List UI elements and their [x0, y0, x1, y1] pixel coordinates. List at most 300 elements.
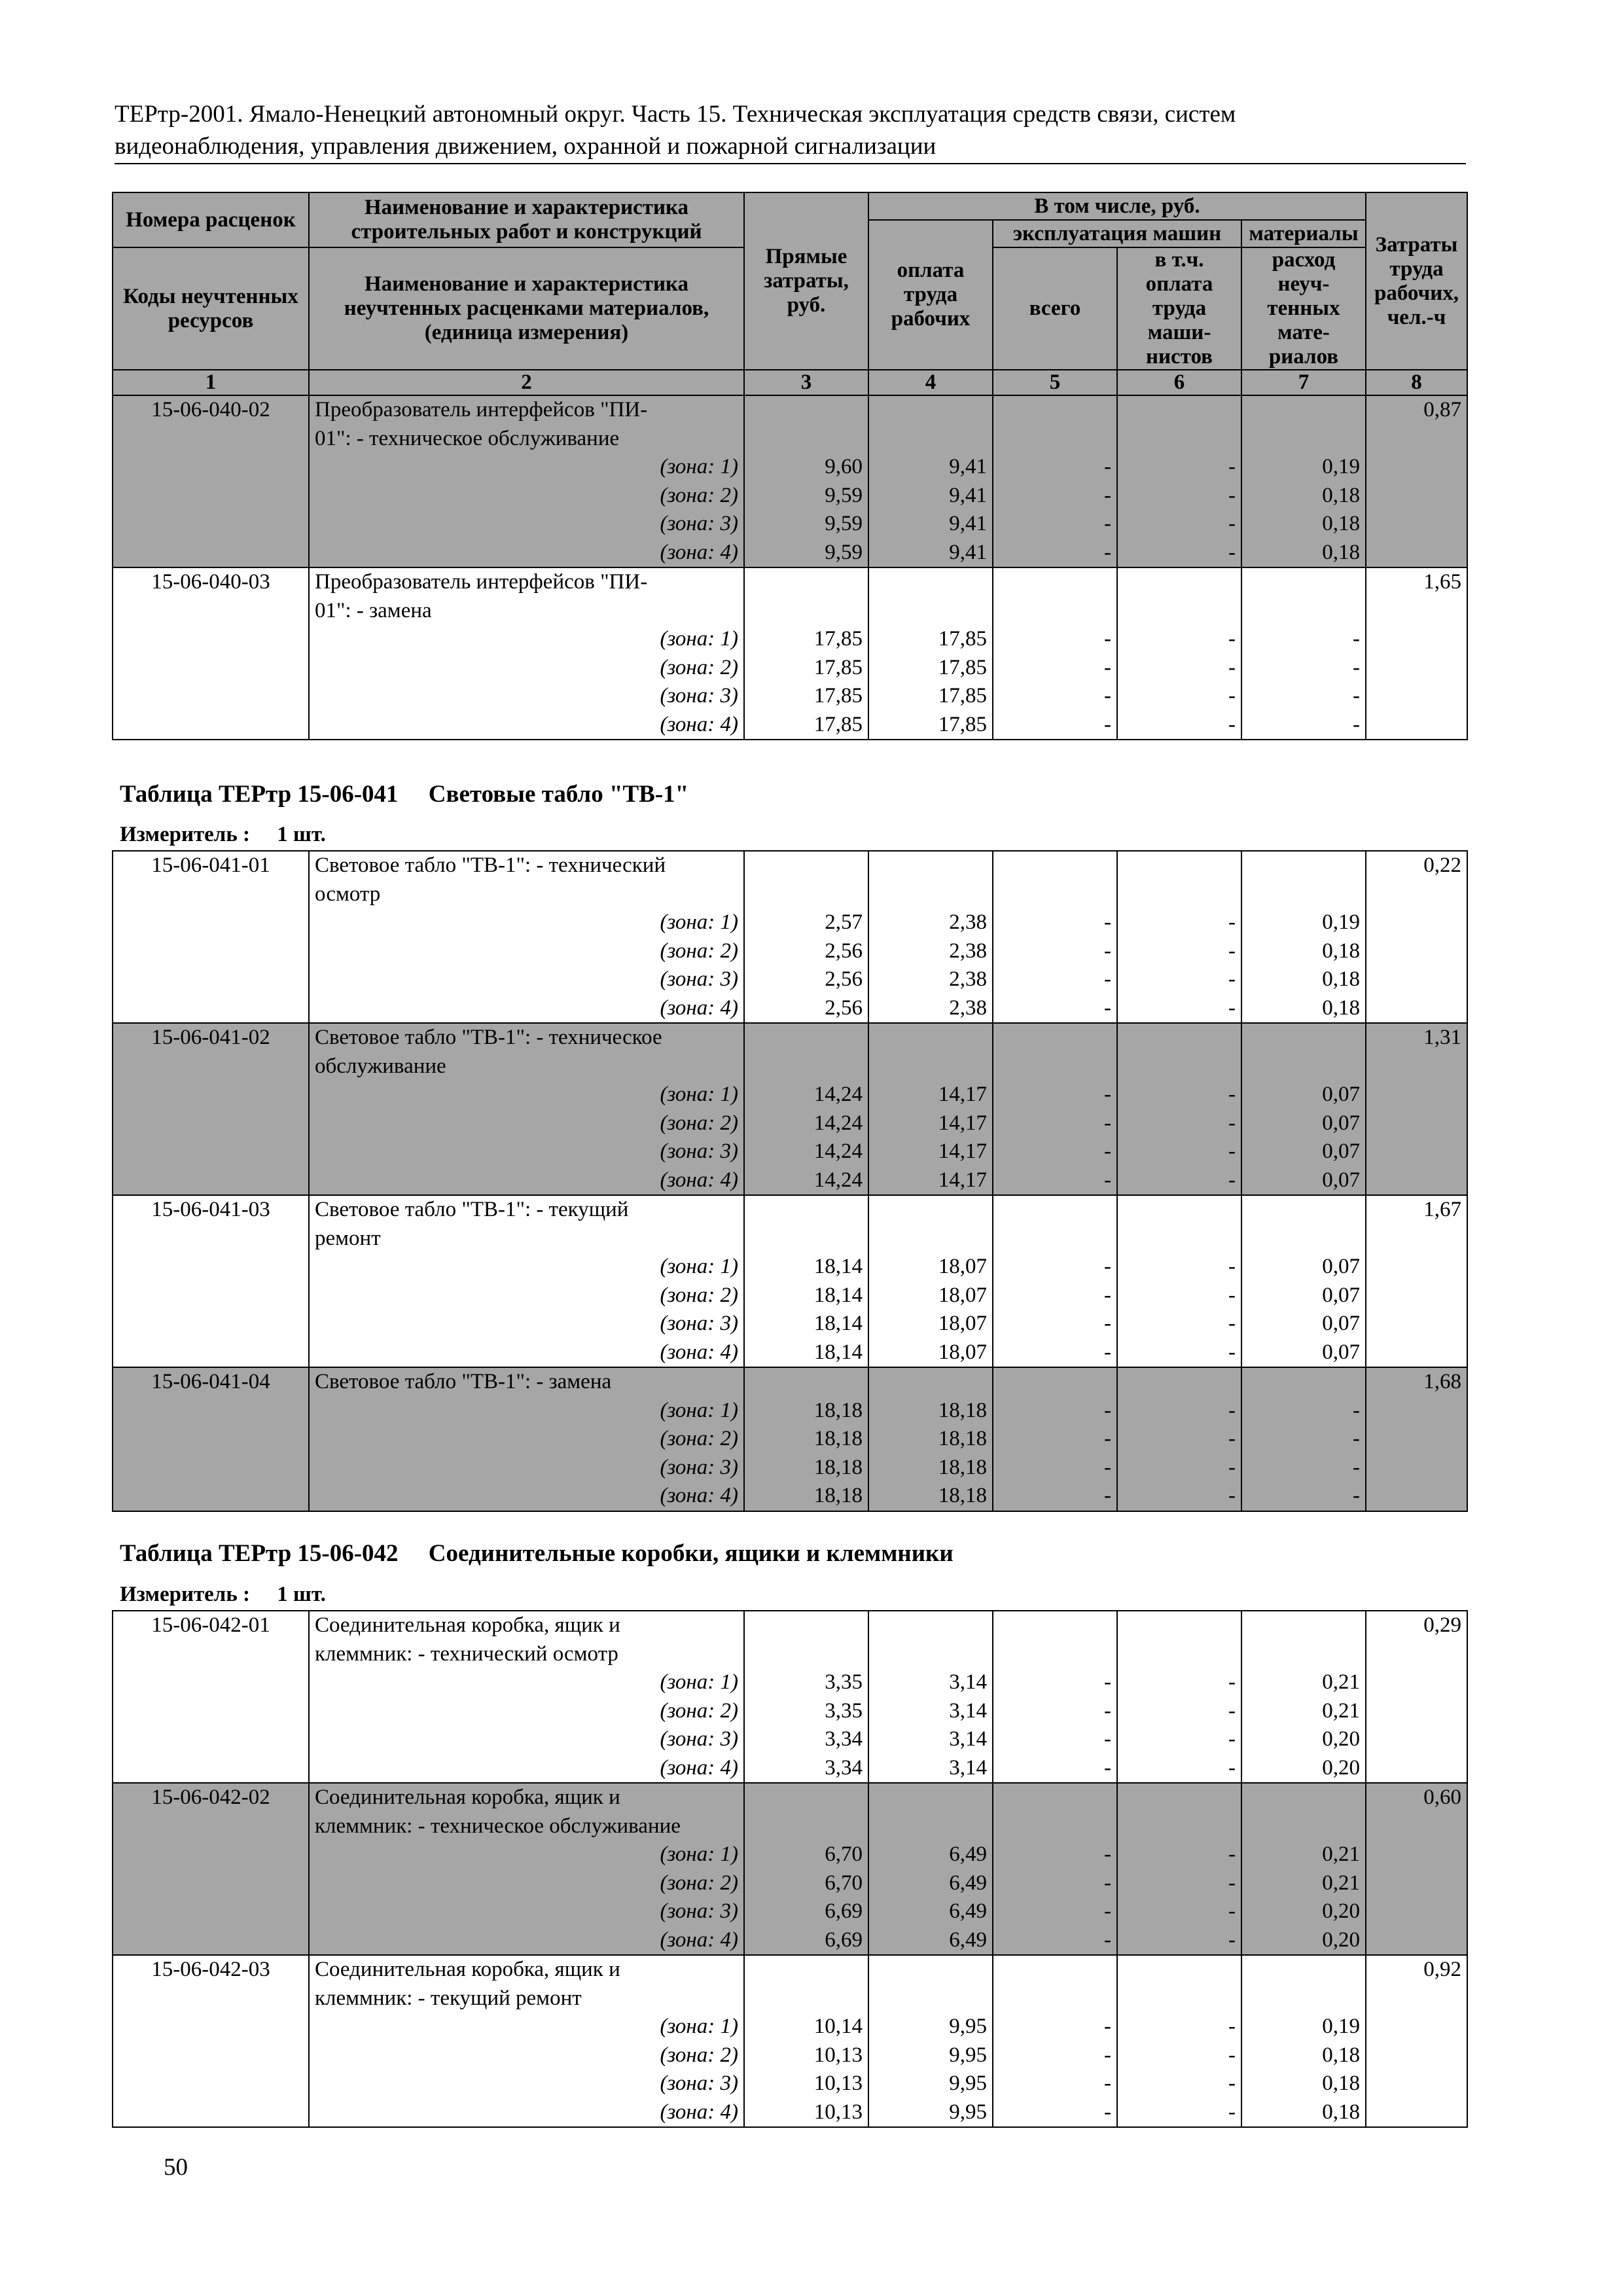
worker-wage-value: 3,14: [949, 1698, 987, 1723]
caption-id: Таблица ТЕРтр 15-06-042: [120, 1540, 399, 1567]
material-usage-value: 0,07: [1322, 1168, 1360, 1192]
col-material-name: Наименование и характеристика неучтенных расценками материалов, (единица измерения): [309, 247, 744, 370]
machinist-wage-value: -: [1228, 1928, 1236, 1952]
rate-code-text: 15-06-042-02: [151, 1785, 270, 1809]
rate-code: [113, 851, 309, 1023]
direct-cost-value: 14,24: [813, 1111, 863, 1135]
table-row: [113, 1023, 1467, 1195]
direct-cost-value: 3,34: [825, 1755, 863, 1780]
table-row: [113, 851, 1467, 1023]
machines-total-value: -: [1104, 910, 1111, 934]
machines-total-value: -: [1104, 2043, 1111, 2067]
worker-wage-value: 14,17: [938, 1168, 987, 1192]
machines-total-value: -: [1104, 684, 1111, 708]
machines-total-value: -: [1104, 2072, 1111, 2095]
worker-wage-value: 18,07: [938, 1283, 987, 1307]
worker-wage: [868, 1611, 993, 1783]
material-usage-value: 0,07: [1322, 1340, 1360, 1364]
col-number-7: 7: [1241, 370, 1366, 395]
machinist-wage-value: -: [1228, 1255, 1236, 1278]
machinist-wage-value: -: [1228, 910, 1236, 934]
zone-label: (зона: 2): [660, 1871, 738, 1895]
worker-wage-value: 6,49: [949, 1899, 987, 1923]
material-usage-value: 0,18: [1322, 2072, 1360, 2095]
worker-wage-value: 2,38: [949, 967, 987, 991]
material-usage-value: 0,07: [1322, 1083, 1360, 1106]
machinist-wage-value: -: [1228, 1111, 1236, 1135]
machinist-wage-value: -: [1228, 1312, 1236, 1335]
machinist-wage-value: -: [1228, 967, 1236, 991]
direct-cost-value: 10,13: [813, 2100, 863, 2124]
material-usage-value: -: [1353, 655, 1360, 679]
direct-cost-value: 6,70: [825, 1842, 863, 1866]
machinist-wage-value: -: [1228, 2043, 1236, 2067]
worker-wage: [868, 1195, 993, 1367]
zone-label: (зона: 3): [660, 1899, 738, 1923]
machines-total-value: -: [1104, 1255, 1111, 1278]
zone-label: (зона: 4): [660, 1168, 738, 1192]
rate-code: [113, 1611, 309, 1783]
header-line-2: видеонаблюдения, управления движением, охранной и пожарной сигнализации: [115, 133, 936, 160]
rates-table-041: [112, 850, 1468, 1512]
col-labor-cost: Затраты труда рабочих, чел.-ч: [1366, 192, 1467, 370]
machines-total: [993, 567, 1117, 740]
material-usage-value: 0,18: [1322, 512, 1360, 535]
labor-cost: [1366, 1783, 1467, 1955]
labor-cost-value: 1,31: [1423, 1026, 1461, 1049]
meter-label: Измеритель :: [120, 823, 251, 846]
caption-id: Таблица ТЕРтр 15-06-041: [120, 781, 399, 808]
worker-wage-value: 18,18: [938, 1427, 987, 1450]
table-row: [113, 1783, 1467, 1955]
rate-code-text: 15-06-042-03: [151, 1958, 270, 1981]
work-name: [309, 1367, 744, 1511]
direct-cost-value: 10,13: [813, 2043, 863, 2067]
table-caption-041: [120, 780, 688, 808]
material-usage-value: 0,20: [1322, 1899, 1360, 1923]
worker-wage-value: 17,85: [938, 627, 987, 651]
material-usage-value: -: [1353, 1455, 1360, 1479]
worker-wage: [868, 851, 993, 1023]
machines-total-value: -: [1104, 1698, 1111, 1723]
zone-label: (зона: 4): [660, 1340, 738, 1364]
direct-cost-value: 17,85: [813, 627, 863, 651]
col-number-2: 2: [309, 370, 744, 395]
direct-cost-value: 18,18: [813, 1484, 863, 1507]
worker-wage-value: 17,85: [938, 712, 987, 736]
machinist-wage-value: -: [1228, 1398, 1236, 1422]
machinist-wage-value: -: [1228, 455, 1236, 478]
labor-cost-value: 0,22: [1423, 853, 1461, 877]
worker-wage-value: 17,85: [938, 655, 987, 679]
column-numbers: [113, 370, 1467, 395]
worker-wage-value: 14,17: [938, 1139, 987, 1163]
col-machines: эксплуатация машин: [993, 220, 1241, 247]
zone-label: (зона: 4): [660, 712, 738, 736]
work-name: [309, 1195, 744, 1367]
machines-total-value: -: [1104, 1283, 1111, 1307]
machinist-wage-value: -: [1228, 1871, 1236, 1895]
zone-label: (зона: 2): [660, 1427, 738, 1450]
work-name-line: Световое табло "ТВ-1": - текущий: [315, 1198, 629, 1221]
rate-code: [113, 1367, 309, 1511]
material-usage-value: 0,07: [1322, 1312, 1360, 1335]
machinist-wage-value: -: [1228, 1484, 1236, 1507]
machinist-wage-value: -: [1228, 1340, 1236, 1364]
worker-wage-value: 9,95: [949, 2072, 987, 2095]
zone-label: (зона: 3): [660, 967, 738, 991]
machinist-wage-value: -: [1228, 2015, 1236, 2038]
col-number-5: 5: [993, 370, 1117, 395]
worker-wage: [868, 567, 993, 740]
machines-total-value: -: [1104, 1398, 1111, 1422]
material-usage-value: -: [1353, 712, 1360, 736]
machines-total-value: -: [1104, 996, 1111, 1020]
work-name-line: Соединительная коробка, ящик и: [315, 1613, 620, 1637]
material-usage-value: 0,18: [1322, 483, 1360, 507]
col-material-usage: расход неуч-тенных мате-риалов: [1241, 247, 1366, 370]
zone-label: (зона: 1): [660, 455, 738, 478]
material-usage-value: 0,19: [1322, 455, 1360, 478]
direct-cost-value: 3,34: [825, 1727, 863, 1751]
rate-code: [113, 1955, 309, 2127]
direct-cost-value: 18,14: [813, 1340, 863, 1364]
zone-label: (зона: 3): [660, 1727, 738, 1751]
material-usage-value: 0,21: [1322, 1670, 1360, 1694]
labor-cost: [1366, 1195, 1467, 1367]
labor-cost: [1366, 1955, 1467, 2127]
work-name-line: Преобразователь интерфейсов "ПИ-: [315, 398, 648, 422]
machinist-wage-value: -: [1228, 2100, 1236, 2124]
worker-wage-value: 6,49: [949, 1871, 987, 1895]
machinist-wage-value: -: [1228, 1670, 1236, 1694]
worker-wage-value: 2,38: [949, 996, 987, 1020]
zone-label: (зона: 1): [660, 910, 738, 934]
machinist-wage: [1117, 1195, 1241, 1367]
machines-total: [993, 851, 1117, 1023]
machinist-wage-value: -: [1228, 483, 1236, 507]
machinist-wage-value: -: [1228, 1083, 1236, 1106]
zone-label: (зона: 4): [660, 1755, 738, 1780]
meter-value: 1 шт.: [277, 823, 326, 846]
work-name-line: клеммник: - технический осмотр: [315, 1641, 618, 1666]
col-number-1: 1: [113, 370, 309, 395]
running-header: [115, 98, 1466, 164]
zone-label: (зона: 3): [660, 684, 738, 708]
labor-cost-value: 1,68: [1423, 1370, 1461, 1393]
material-usage-value: 0,18: [1322, 939, 1360, 963]
direct-cost-value: 17,85: [813, 684, 863, 708]
worker-wage-value: 2,38: [949, 910, 987, 934]
worker-wage-value: 9,95: [949, 2043, 987, 2067]
machines-total-value: -: [1104, 1427, 1111, 1450]
col-number-4: 4: [868, 370, 993, 395]
direct-cost-value: 18,18: [813, 1398, 863, 1422]
machines-total-value: -: [1104, 1168, 1111, 1192]
material-usage-value: -: [1353, 1398, 1360, 1422]
direct-cost-value: 9,59: [825, 483, 863, 507]
material-usage-value: 0,18: [1322, 540, 1360, 564]
table-body: [113, 851, 1467, 1511]
direct-cost-value: 2,56: [825, 996, 863, 1020]
table-row: [113, 395, 1467, 567]
worker-wage-value: 9,41: [949, 512, 987, 535]
worker-wage: [868, 1367, 993, 1511]
col-worker-wage: оплата труда рабочих: [868, 220, 993, 370]
material-usage-value: 0,21: [1322, 1871, 1360, 1895]
direct-cost-value: 9,59: [825, 512, 863, 535]
worker-wage-value: 18,18: [938, 1455, 987, 1479]
direct-cost-value: 10,14: [813, 2015, 863, 2038]
work-name-line: 01": - замена: [315, 598, 432, 622]
work-name-line: Световое табло "ТВ-1": - замена: [315, 1370, 612, 1393]
direct-cost: [744, 1195, 868, 1367]
machines-total-value: -: [1104, 1484, 1111, 1507]
work-name: [309, 395, 744, 567]
labor-cost-value: 0,29: [1423, 1613, 1461, 1637]
machines-total: [993, 1023, 1117, 1195]
machinist-wage-value: -: [1228, 627, 1236, 651]
direct-cost-value: 10,13: [813, 2072, 863, 2095]
material-usage-value: 0,07: [1322, 1283, 1360, 1307]
col-direct-cost: Прямые затраты, руб.: [744, 192, 868, 370]
meter-label: Измеритель :: [120, 1583, 251, 1606]
material-usage-value: 0,21: [1322, 1842, 1360, 1866]
machines-total: [993, 1611, 1117, 1783]
material-usage-value: 0,07: [1322, 1111, 1360, 1135]
zone-label: (зона: 1): [660, 1670, 738, 1694]
direct-cost-value: 18,18: [813, 1427, 863, 1450]
direct-cost: [744, 1783, 868, 1955]
rate-code-text: 15-06-041-02: [151, 1026, 270, 1049]
zone-label: (зона: 4): [660, 1928, 738, 1952]
zone-label: (зона: 3): [660, 2072, 738, 2095]
direct-cost-value: 17,85: [813, 712, 863, 736]
machines-total-value: -: [1104, 967, 1111, 991]
col-number-6: 6: [1117, 370, 1241, 395]
zone-label: (зона: 3): [660, 512, 738, 535]
labor-cost: [1366, 395, 1467, 567]
machines-total-value: -: [1104, 1083, 1111, 1106]
direct-cost-value: 9,59: [825, 540, 863, 564]
machinist-wage-value: -: [1228, 1283, 1236, 1307]
material-usage: [1241, 395, 1366, 567]
direct-cost: [744, 1023, 868, 1195]
rate-code: [113, 395, 309, 567]
machinist-wage-value: -: [1228, 712, 1236, 736]
rate-code: [113, 1783, 309, 1955]
zone-label: (зона: 2): [660, 655, 738, 679]
table-row: [113, 1611, 1467, 1783]
work-name: [309, 567, 744, 740]
worker-wage-value: 18,18: [938, 1398, 987, 1422]
worker-wage-value: 9,41: [949, 483, 987, 507]
material-usage-value: 0,18: [1322, 2043, 1360, 2067]
machines-total-value: -: [1104, 1670, 1111, 1694]
machinist-wage: [1117, 851, 1241, 1023]
material-usage-value: 0,21: [1322, 1698, 1360, 1723]
machines-total-value: -: [1104, 1871, 1111, 1895]
material-usage: [1241, 1367, 1366, 1511]
direct-cost-value: 18,14: [813, 1283, 863, 1307]
machinist-wage-value: -: [1228, 1427, 1236, 1450]
direct-cost-value: 14,24: [813, 1139, 863, 1163]
direct-cost: [744, 1367, 868, 1511]
machines-total: [993, 1783, 1117, 1955]
zone-label: (зона: 2): [660, 1283, 738, 1307]
worker-wage-value: 2,38: [949, 939, 987, 963]
worker-wage-value: 18,18: [938, 1484, 987, 1507]
rate-code: [113, 1023, 309, 1195]
col-resource-codes: Коды неучтенных ресурсов: [113, 247, 309, 370]
direct-cost-value: 2,56: [825, 939, 863, 963]
caption-title: Световые табло "ТВ-1": [428, 781, 689, 808]
work-name-line: Световое табло "ТВ-1": - техническое: [315, 1026, 662, 1049]
rate-code-text: 15-06-041-04: [151, 1370, 270, 1393]
direct-cost: [744, 395, 868, 567]
material-usage-value: 0,20: [1322, 1928, 1360, 1952]
machinist-wage-value: -: [1228, 1139, 1236, 1163]
material-usage: [1241, 851, 1366, 1023]
rate-code-text: 15-06-041-03: [151, 1198, 270, 1221]
material-usage-value: 0,20: [1322, 1755, 1360, 1780]
work-name: [309, 851, 744, 1023]
machines-total: [993, 1195, 1117, 1367]
table-body: [113, 395, 1467, 740]
machines-total-value: -: [1104, 939, 1111, 963]
work-name-line: осмотр: [315, 882, 381, 906]
labor-cost: [1366, 1611, 1467, 1783]
direct-cost: [744, 567, 868, 740]
machines-total-value: -: [1104, 512, 1111, 535]
table-body: [113, 1611, 1467, 2127]
machines-total-value: -: [1104, 712, 1111, 736]
machinist-wage-value: -: [1228, 1899, 1236, 1923]
work-name: [309, 1955, 744, 2127]
worker-wage-value: 18,07: [938, 1255, 987, 1278]
work-name-line: клеммник: - техническое обслуживание: [315, 1814, 681, 1838]
rates-table-040: [112, 192, 1468, 740]
machinist-wage-value: -: [1228, 655, 1236, 679]
zone-label: (зона: 2): [660, 939, 738, 963]
worker-wage-value: 6,49: [949, 1842, 987, 1866]
zone-label: (зона: 3): [660, 1455, 738, 1479]
work-name: [309, 1023, 744, 1195]
machines-total-value: -: [1104, 1842, 1111, 1866]
material-usage-value: 0,18: [1322, 2100, 1360, 2124]
material-usage: [1241, 1023, 1366, 1195]
machines-total: [993, 395, 1117, 567]
material-usage-value: 0,07: [1322, 1139, 1360, 1163]
work-name-line: 01": - техническое обслуживание: [315, 426, 620, 450]
rate-code: [113, 567, 309, 740]
labor-cost-value: 0,60: [1423, 1785, 1461, 1809]
work-name-line: Световое табло "ТВ-1": - технический: [315, 853, 666, 877]
labor-cost: [1366, 567, 1467, 740]
caption-title: Соединительные коробки, ящики и клеммники: [428, 1540, 954, 1567]
machinist-wage: [1117, 1955, 1241, 2127]
direct-cost-value: 6,69: [825, 1928, 863, 1952]
col-machines-total: всего: [993, 247, 1117, 370]
work-name-line: Преобразователь интерфейсов "ПИ-: [315, 570, 648, 594]
direct-cost-value: 9,60: [825, 455, 863, 478]
machinist-wage-value: -: [1228, 1455, 1236, 1479]
direct-cost-value: 3,35: [825, 1698, 863, 1723]
machinist-wage-value: -: [1228, 1698, 1236, 1723]
material-usage: [1241, 1611, 1366, 1783]
table-row: [113, 567, 1467, 740]
direct-cost-value: 2,57: [825, 910, 863, 934]
zone-label: (зона: 1): [660, 1842, 738, 1866]
table-row: [113, 1367, 1467, 1511]
meter-041: [120, 823, 326, 847]
material-usage-value: 0,07: [1322, 1255, 1360, 1278]
direct-cost-value: 6,70: [825, 1871, 863, 1895]
material-usage-value: 0,19: [1322, 910, 1360, 934]
machinist-wage: [1117, 1783, 1241, 1955]
material-usage: [1241, 1195, 1366, 1367]
col-machinist-wage: в т.ч. оплата труда маши-нистов: [1117, 247, 1241, 370]
direct-cost-value: 2,56: [825, 967, 863, 991]
work-name-line: Соединительная коробка, ящик и: [315, 1958, 620, 1981]
material-usage-value: 0,18: [1322, 996, 1360, 1020]
machines-total-value: -: [1104, 2100, 1111, 2124]
machinist-wage-value: -: [1228, 939, 1236, 963]
machines-total-value: -: [1104, 1455, 1111, 1479]
labor-cost-value: 1,67: [1423, 1198, 1461, 1221]
machines-total-value: -: [1104, 1139, 1111, 1163]
machinist-wage-value: -: [1228, 1842, 1236, 1866]
labor-cost-value: 0,87: [1423, 398, 1461, 422]
table-caption-042: [120, 1539, 954, 1568]
direct-cost-value: 14,24: [813, 1168, 863, 1192]
worker-wage-value: 18,07: [938, 1312, 987, 1335]
direct-cost-value: 14,24: [813, 1083, 863, 1106]
machines-total-value: -: [1104, 540, 1111, 564]
rates-table-042: [112, 1610, 1468, 2128]
labor-cost: [1366, 1023, 1467, 1195]
direct-cost-value: 3,35: [825, 1670, 863, 1694]
zone-label: (зона: 1): [660, 1398, 738, 1422]
col-number-3: 3: [744, 370, 868, 395]
machines-total: [993, 1955, 1117, 2127]
work-name-line: ремонт: [315, 1226, 381, 1250]
worker-wage: [868, 1023, 993, 1195]
direct-cost-value: 18,14: [813, 1255, 863, 1278]
work-name-line: Соединительная коробка, ящик и: [315, 1785, 620, 1809]
worker-wage: [868, 395, 993, 567]
table-row: [113, 1955, 1467, 2127]
work-name: [309, 1611, 744, 1783]
machines-total-value: -: [1104, 1727, 1111, 1751]
machines-total: [993, 1367, 1117, 1511]
worker-wage-value: 9,41: [949, 540, 987, 564]
labor-cost: [1366, 851, 1467, 1023]
zone-label: (зона: 2): [660, 1698, 738, 1723]
rate-code-text: 15-06-040-02: [151, 398, 270, 422]
machinist-wage: [1117, 1023, 1241, 1195]
material-usage-value: 0,19: [1322, 2015, 1360, 2038]
column-header: [113, 192, 1467, 395]
zone-label: (зона: 2): [660, 1111, 738, 1135]
zone-label: (зона: 2): [660, 483, 738, 507]
machines-total-value: -: [1104, 655, 1111, 679]
zone-label: (зона: 2): [660, 2043, 738, 2067]
machines-total-value: -: [1104, 1899, 1111, 1923]
material-usage-value: 0,18: [1322, 967, 1360, 991]
machinist-wage-value: -: [1228, 684, 1236, 708]
machines-total-value: -: [1104, 1111, 1111, 1135]
